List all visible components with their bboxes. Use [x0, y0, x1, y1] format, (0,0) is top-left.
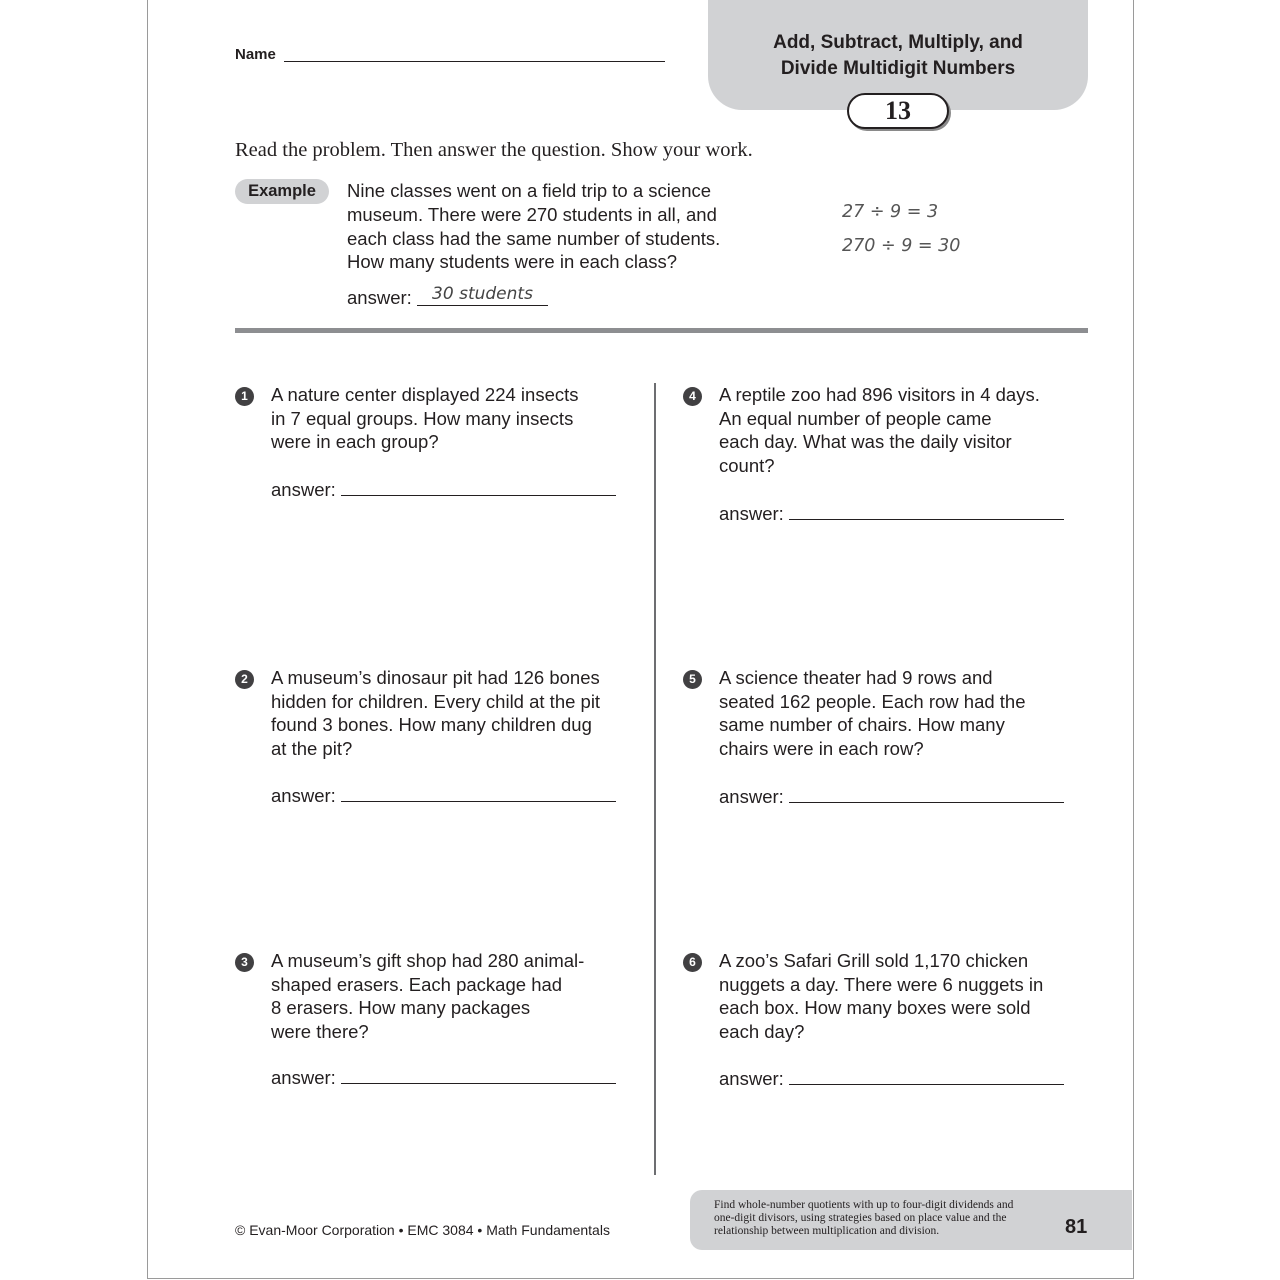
example-line: museum. There were 270 students in all, and: [347, 203, 717, 225]
title-line-1: Add, Subtract, Multiply, and: [773, 32, 1023, 53]
problem-line: found 3 bones. How many children dug: [271, 714, 592, 735]
page-number: 81: [1065, 1216, 1088, 1238]
example-line: each class had the same number of students.: [347, 227, 721, 249]
problem-4-answer-label: answer:: [719, 503, 784, 524]
standard-line: one-digit divisors, using strategies based on place value and the: [714, 1212, 1007, 1224]
problem-line: A science theater had 9 rows and: [719, 667, 993, 688]
problem-line: shaped erasers. Each package had: [271, 973, 563, 995]
problem-2-text: [271, 666, 611, 760]
problem-number-3: 3: [235, 953, 254, 972]
problem-line: seated 162 people. Each row had the: [719, 690, 1026, 712]
problem-line: were there?: [271, 1020, 369, 1042]
problem-6-answer-line[interactable]: [789, 1084, 1064, 1085]
instructions: Read the problem. Then answer the question. Show your work.: [235, 139, 753, 161]
problem-6-answer-label: answer:: [719, 1068, 784, 1089]
problem-3-text: [271, 949, 611, 1043]
example-answer-label: answer:: [347, 287, 412, 308]
lesson-number-badge: 13: [847, 93, 949, 129]
problem-1-answer-label: answer:: [271, 479, 336, 500]
problem-number-1: 1: [235, 387, 254, 406]
problem-1-text: [271, 383, 611, 454]
problem-number-6: 6: [683, 953, 702, 972]
standard-line: relationship between multiplication and division.: [714, 1225, 940, 1237]
problem-number-4: 4: [683, 387, 702, 406]
problem-line: at the pit?: [271, 737, 353, 759]
example-work-line: 27 ÷ 9 = 3: [842, 202, 939, 222]
problem-5-answer-label: answer:: [719, 786, 784, 807]
problem-6-text: [719, 949, 1059, 1043]
section-divider: [235, 328, 1088, 333]
problem-5-text: [719, 666, 1059, 760]
problem-5-answer-line[interactable]: [789, 802, 1064, 803]
problem-2-answer-line[interactable]: [341, 801, 616, 802]
example-answer-value: 30 students: [417, 283, 548, 306]
problem-line: were in each group?: [271, 431, 439, 452]
problem-line: 8 erasers. How many packages: [271, 997, 531, 1018]
problem-line: each day. What was the daily visitor: [719, 431, 1012, 452]
problem-line: A zoo’s Safari Grill sold 1,170 chicken: [719, 950, 1029, 971]
example-line: How many students were in each class?: [347, 251, 678, 273]
problem-4-answer-line[interactable]: [789, 519, 1064, 520]
problem-line: each box. How many boxes were sold: [719, 997, 1031, 1018]
problem-line: A nature center displayed 224 insects: [271, 384, 579, 405]
problem-line: same number of chairs. How many: [719, 714, 1005, 735]
problem-2-answer-label: answer:: [271, 785, 336, 806]
title-line-2: Divide Multidigit Numbers: [780, 58, 1016, 79]
problem-line: count?: [719, 454, 775, 476]
example-badge: Example: [235, 179, 329, 204]
name-field-line[interactable]: [284, 61, 665, 62]
worksheet-title: [708, 30, 1088, 82]
problem-line: hidden for children. Every child at the pit: [271, 690, 601, 712]
problem-3-answer-label: answer:: [271, 1067, 336, 1088]
standard-text: [714, 1199, 1044, 1238]
problem-line: A reptile zoo had 896 visitors in 4 days.: [719, 384, 1040, 405]
problem-line: each day?: [719, 1020, 805, 1042]
problem-line: An equal number of people came: [719, 407, 992, 429]
problem-line: in 7 equal groups. How many insects: [271, 407, 574, 429]
column-divider: [654, 383, 656, 1175]
problem-number-5: 5: [683, 670, 702, 689]
standard-line: Find whole-number quotients with up to four-digit dividends and: [714, 1199, 1014, 1211]
problem-line: chairs were in each row?: [719, 737, 924, 759]
problem-number-2: 2: [235, 670, 254, 689]
example-problem-text: [347, 179, 747, 274]
problem-line: A museum’s gift shop had 280 animal-: [271, 950, 585, 971]
problem-1-answer-line[interactable]: [341, 495, 616, 496]
problem-line: nuggets a day. There were 6 nuggets in: [719, 973, 1044, 995]
problem-3-answer-line[interactable]: [341, 1083, 616, 1084]
name-label: Name: [235, 46, 276, 63]
example-line: Nine classes went on a field trip to a science: [347, 180, 712, 201]
example-work-line: 270 ÷ 9 = 30: [842, 236, 961, 256]
copyright-text: © Evan-Moor Corporation • EMC 3084 • Math Fundamentals: [235, 1222, 610, 1238]
problem-line: A museum’s dinosaur pit had 126 bones: [271, 667, 600, 688]
problem-4-text: [719, 383, 1059, 477]
